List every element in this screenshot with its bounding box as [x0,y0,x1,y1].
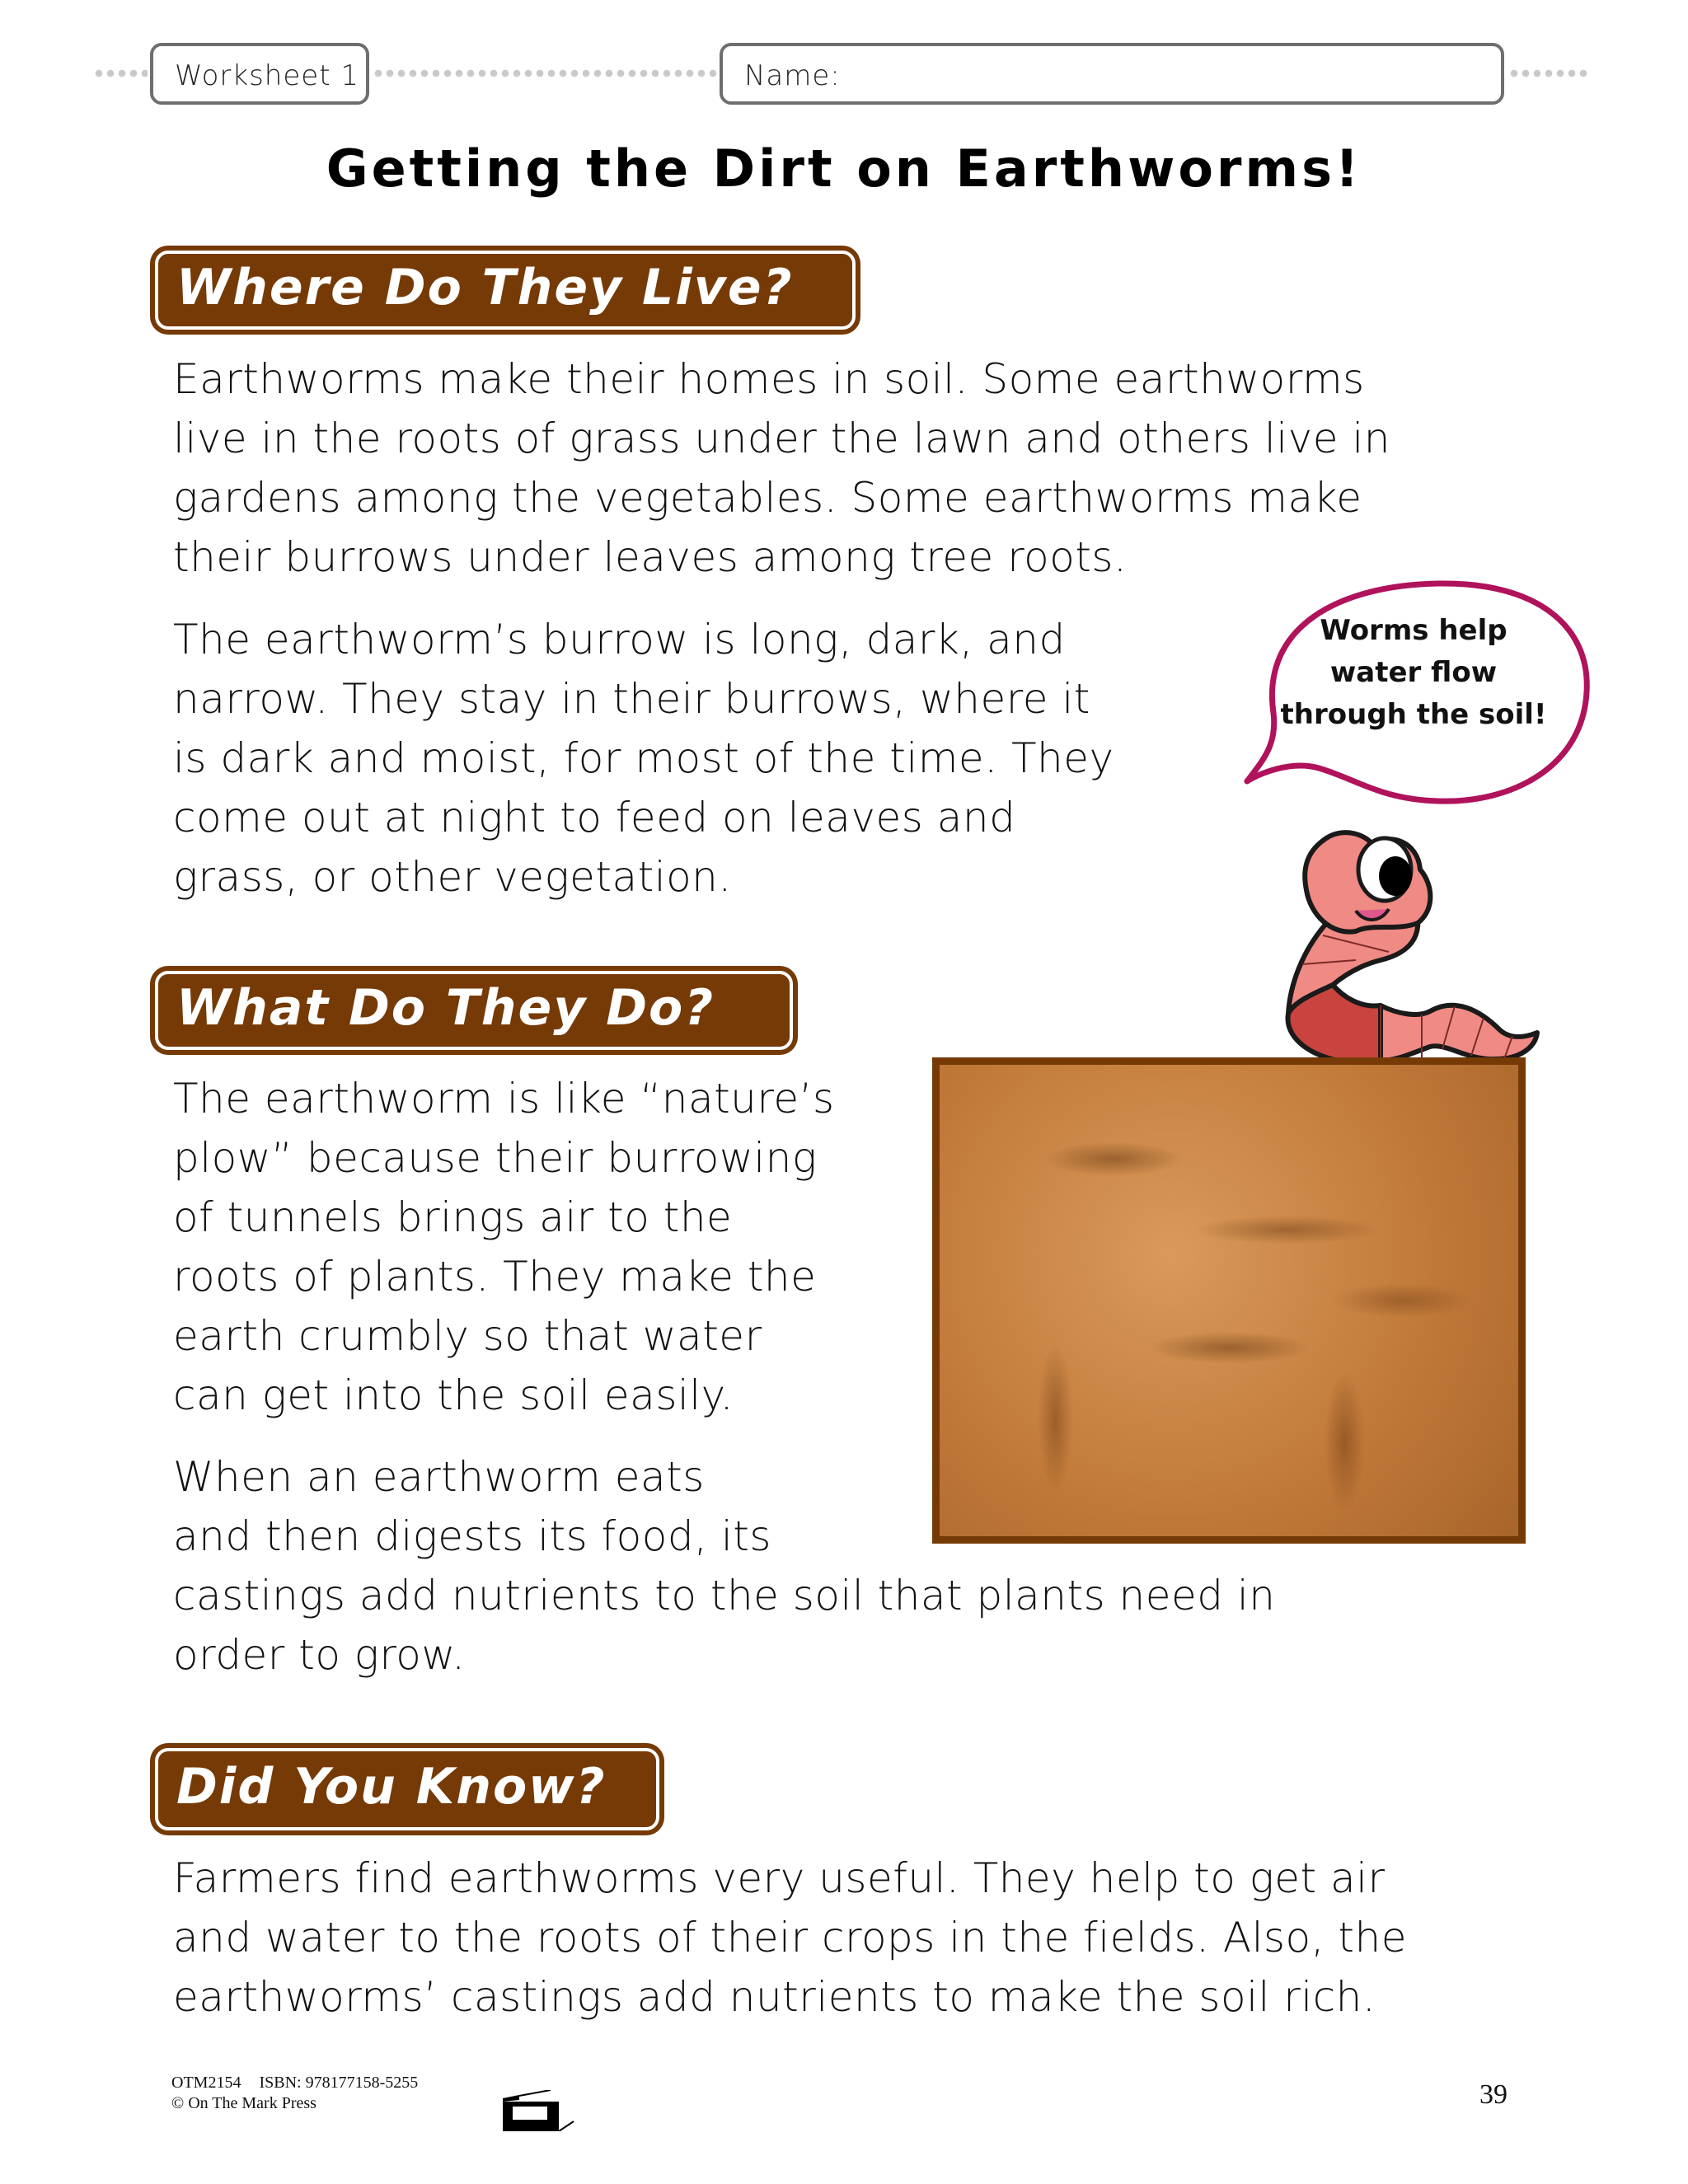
bubble-line: Worms help [1320,614,1507,647]
worksheet-label-box [150,43,369,105]
photocopier-icon [501,2090,575,2131]
product-code: OTM2154 [171,2074,241,2092]
worksheet-label: Worksheet 1 [175,59,359,92]
dotted-rule-right [1508,69,1589,77]
text-line: and water to the roots of their crops in the fields. Also, the [173,1914,1407,1961]
text-line: and then digests its food, its [173,1512,771,1560]
text-line: castings add nutrients to the soil that plants need in [173,1572,1276,1619]
text-line: come out at night to feed on leaves and [173,794,1016,841]
text-line: narrow. They stay in their burrows, where it [173,675,1090,723]
paragraph-did-you-know [173,1849,1407,2027]
text-line: gardens among the vegetables. Some earthworms make [173,474,1362,522]
bubble-line: water flow [1329,656,1498,689]
soil-photo [932,1057,1526,1544]
section-heading-what [150,966,798,1055]
dotted-rule-middle [373,69,719,77]
section-heading-text: What Do They Do? [176,979,715,1038]
bubble-line: through the soil! [1280,698,1547,731]
text-line: can get into the soil easily. [173,1371,734,1419]
cartoon-worm-image [1273,820,1545,1067]
text-line: roots of plants. They make the [173,1253,817,1301]
section-heading-text: Where Do They Live? [176,259,794,317]
name-field[interactable] [720,43,1504,105]
speech-bubble-text [1273,610,1554,736]
page-number: 39 [1479,2079,1507,2110]
name-label: Name: [744,59,841,92]
text-line: grass, or other vegetation. [173,853,732,901]
dotted-rule-left [93,69,148,77]
text-line: live in the roots of grass under the lawn and others live in [173,415,1390,462]
text-line: is dark and moist, for most of the time. They [173,734,1114,782]
text-line: When an earthworm eats [173,1453,705,1501]
text-line: of tunnels brings air to the [173,1193,733,1241]
section-heading-where [150,246,860,335]
paragraph-what-1 [173,1069,835,1425]
section-heading-text: Did You Know? [176,1758,607,1816]
text-line: earthworms’ castings add nutrients to make the soil rich. [173,1973,1376,2021]
copyright: © On The Mark Press [171,2094,316,2112]
footer-publisher-info [171,2073,418,2114]
page-title: Getting the Dirt on Earthworms! [326,138,1362,199]
text-line: The earthworm’s burrow is long, dark, and [173,616,1066,663]
text-line: earth crumbly so that water [173,1312,762,1360]
text-line: plow” because their burrowing [173,1134,818,1182]
text-line: their burrows under leaves among tree roots. [173,533,1128,581]
isbn: ISBN: 978177158-5255 [259,2074,419,2092]
paragraph-where-2 [173,610,1114,907]
text-line: order to grow. [173,1631,466,1679]
text-line: Earthworms make their homes in soil. Some earthworms [173,355,1365,403]
section-heading-did-you-know [150,1743,664,1835]
text-line: The earthworm is like “nature’s [173,1075,835,1122]
paragraph-where-1 [173,349,1390,587]
text-line: Farmers find earthworms very useful. They help to get air [173,1854,1386,1902]
